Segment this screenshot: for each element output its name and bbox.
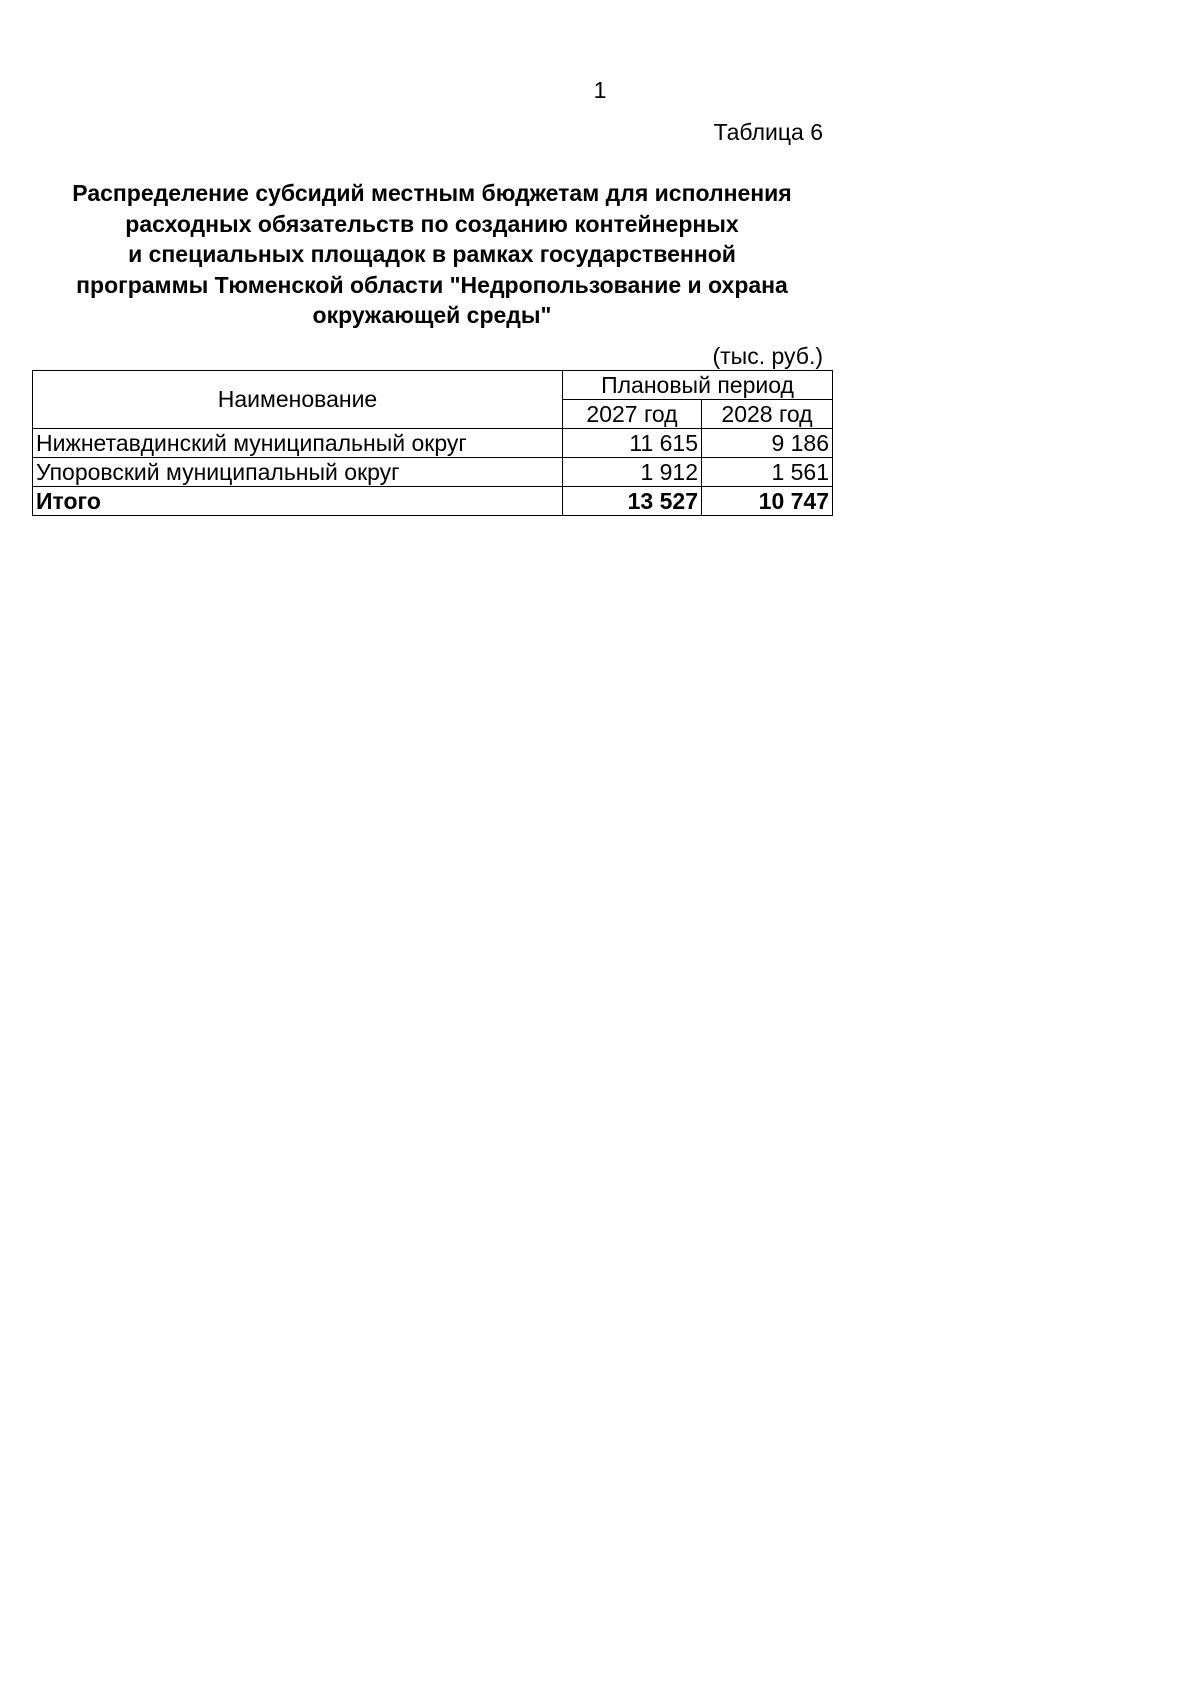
title-line: и специальных площадок в рамках государственной — [128, 241, 736, 267]
page-number: 1 — [593, 77, 607, 103]
row-value-2028: 9 186 — [702, 429, 833, 458]
title-line: окружающей среды" — [312, 302, 552, 328]
table-number-label: Таблица 6 — [713, 119, 823, 145]
title-line: программы Тюменской области "Недропользование и охрана — [76, 271, 788, 298]
table-row — [33, 429, 833, 458]
units-label: (тыс. руб.) — [712, 343, 823, 369]
title-line: Распределение субсидий местным бюджетам для исполнения — [72, 180, 792, 206]
document-title — [32, 178, 832, 331]
column-header-period: Плановый период — [563, 371, 833, 400]
subsidy-table — [32, 370, 833, 516]
total-label: Итого — [33, 487, 563, 516]
total-row — [33, 487, 833, 516]
row-value-2027: 11 615 — [563, 429, 702, 458]
total-value-2027: 13 527 — [563, 487, 702, 516]
row-name: Упоровский муниципальный округ — [33, 458, 563, 487]
column-header-year-2028: 2028 год — [702, 400, 833, 429]
title-line: расходных обязательств по созданию контейнерных — [125, 210, 739, 237]
column-header-year-2027: 2027 год — [563, 400, 702, 429]
table-row — [33, 458, 833, 487]
table-header-row — [33, 371, 833, 400]
row-name: Нижнетавдинский муниципальный округ — [33, 429, 563, 458]
column-header-name: Наименование — [33, 371, 563, 429]
row-value-2028: 1 561 — [702, 458, 833, 487]
row-value-2027: 1 912 — [563, 458, 702, 487]
total-value-2028: 10 747 — [702, 487, 833, 516]
